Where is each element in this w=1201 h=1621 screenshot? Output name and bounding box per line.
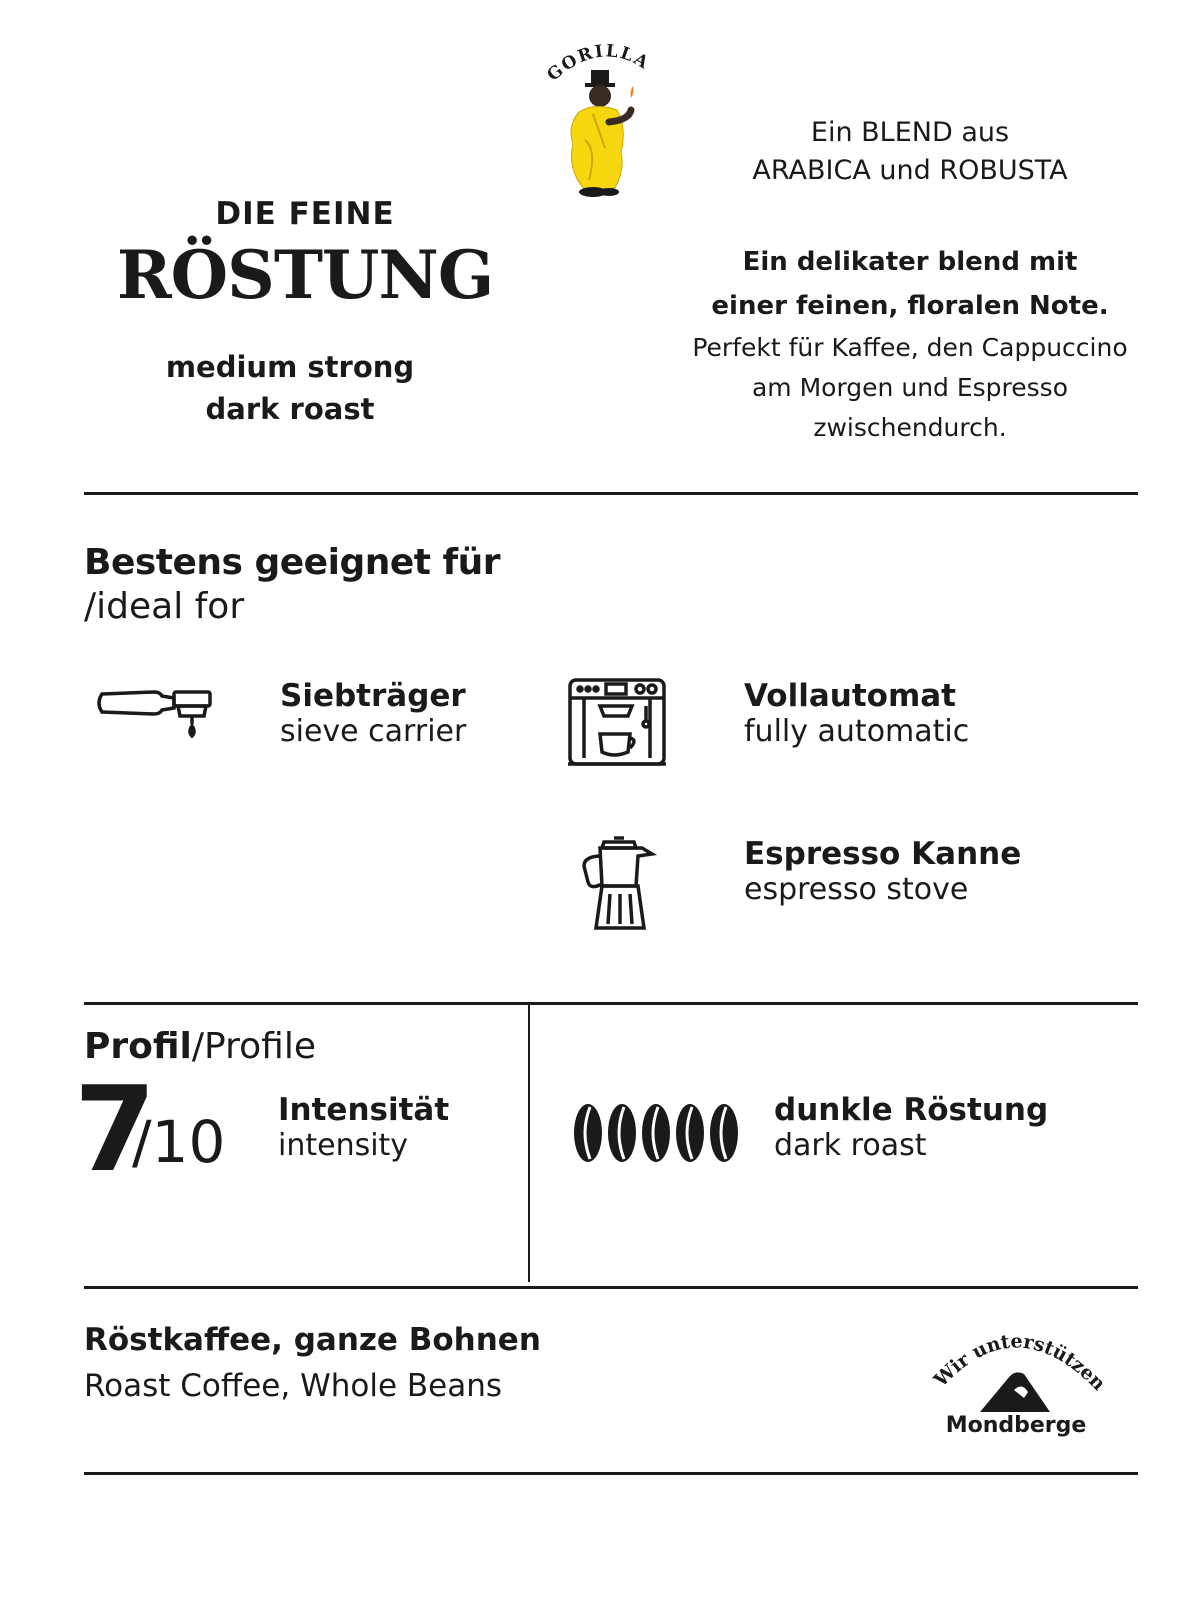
- use-item-sieve-carrier: [280, 678, 466, 749]
- intensity-score: 7: [74, 1060, 153, 1198]
- coffee-bean-icon: [710, 1104, 738, 1162]
- ideal-for-subtitle: /ideal for: [84, 586, 245, 627]
- use-item-subtitle: sieve carrier: [280, 714, 467, 749]
- vertical-divider: [528, 1004, 530, 1282]
- description-line-2: am Morgen und Espresso: [751, 373, 1068, 402]
- coffee-bean-icon: [574, 1104, 602, 1162]
- description-line-1: Perfekt für Kaffee, den Cappuccino: [692, 333, 1128, 362]
- strength-block: [120, 346, 460, 430]
- coffee-machine-icon: [566, 676, 668, 776]
- intensity-subtitle: intensity: [278, 1128, 409, 1163]
- blend-line-1: Ein BLEND aus: [810, 117, 1010, 148]
- support-name: Mondberge: [945, 1413, 1087, 1438]
- roast-label: DIE FEINE: [215, 196, 395, 232]
- roast-title: RÖSTUNG: [116, 236, 494, 314]
- coffee-bean-icon: [608, 1104, 636, 1162]
- roast-level-beans: [572, 1100, 742, 1170]
- use-item-title: Espresso Kanne: [744, 836, 1022, 872]
- description: [660, 240, 1160, 448]
- moka-pot-icon: [578, 836, 658, 936]
- use-item-subtitle: espresso stove: [744, 872, 969, 907]
- product-type-title: Röstkaffee, ganze Bohnen: [84, 1322, 541, 1358]
- gorilla-logo: [545, 40, 675, 210]
- divider: [84, 1286, 1138, 1289]
- use-item-espresso-stove: [744, 836, 1021, 907]
- use-item-title: Vollautomat: [744, 678, 956, 714]
- description-bold-2: einer feinen, floralen Note.: [711, 291, 1109, 321]
- portafilter-icon: [94, 686, 214, 750]
- blend-line-2: ARABICA und ROBUSTA: [752, 155, 1068, 186]
- use-item-subtitle: fully automatic: [744, 714, 970, 749]
- gorilla-mascot-icon: [545, 40, 675, 210]
- roast-level-subtitle: dark roast: [774, 1128, 927, 1163]
- roast-label-block: [774, 1092, 1048, 1163]
- divider: [84, 1002, 1138, 1005]
- roast-level-title: dunkle Röstung: [774, 1092, 1049, 1128]
- coffee-bean-icon: [642, 1104, 670, 1162]
- strength-line-2: dark roast: [205, 392, 375, 426]
- divider: [84, 492, 1138, 495]
- use-item-fully-automatic: [744, 678, 969, 749]
- strength-line-1: medium strong: [165, 350, 415, 384]
- coffee-bean-icon: [676, 1104, 704, 1162]
- profile-title-bold: Profil: [84, 1026, 192, 1067]
- use-item-title: Siebträger: [280, 678, 466, 714]
- intensity-title: Intensität: [278, 1092, 450, 1128]
- mondberge-logo: [928, 1320, 1108, 1454]
- logo-text: GORILLA: [545, 41, 654, 86]
- support-arc-text: Wir unterstützen: [929, 1330, 1108, 1396]
- description-line-3: zwischendurch.: [813, 413, 1007, 442]
- product-type-subtitle: Roast Coffee, Whole Beans: [84, 1368, 503, 1404]
- intensity-score-max: /10: [132, 1108, 226, 1176]
- blend-block: [690, 114, 1130, 190]
- description-bold-1: Ein delikater blend mit: [742, 247, 1078, 277]
- intensity-label: [278, 1092, 449, 1163]
- profile-title-rest: /Profile: [191, 1026, 316, 1067]
- ideal-for-title: Bestens geeignet für: [84, 542, 501, 583]
- divider: [84, 1472, 1138, 1475]
- mountain-gorilla-icon: [980, 1372, 1050, 1412]
